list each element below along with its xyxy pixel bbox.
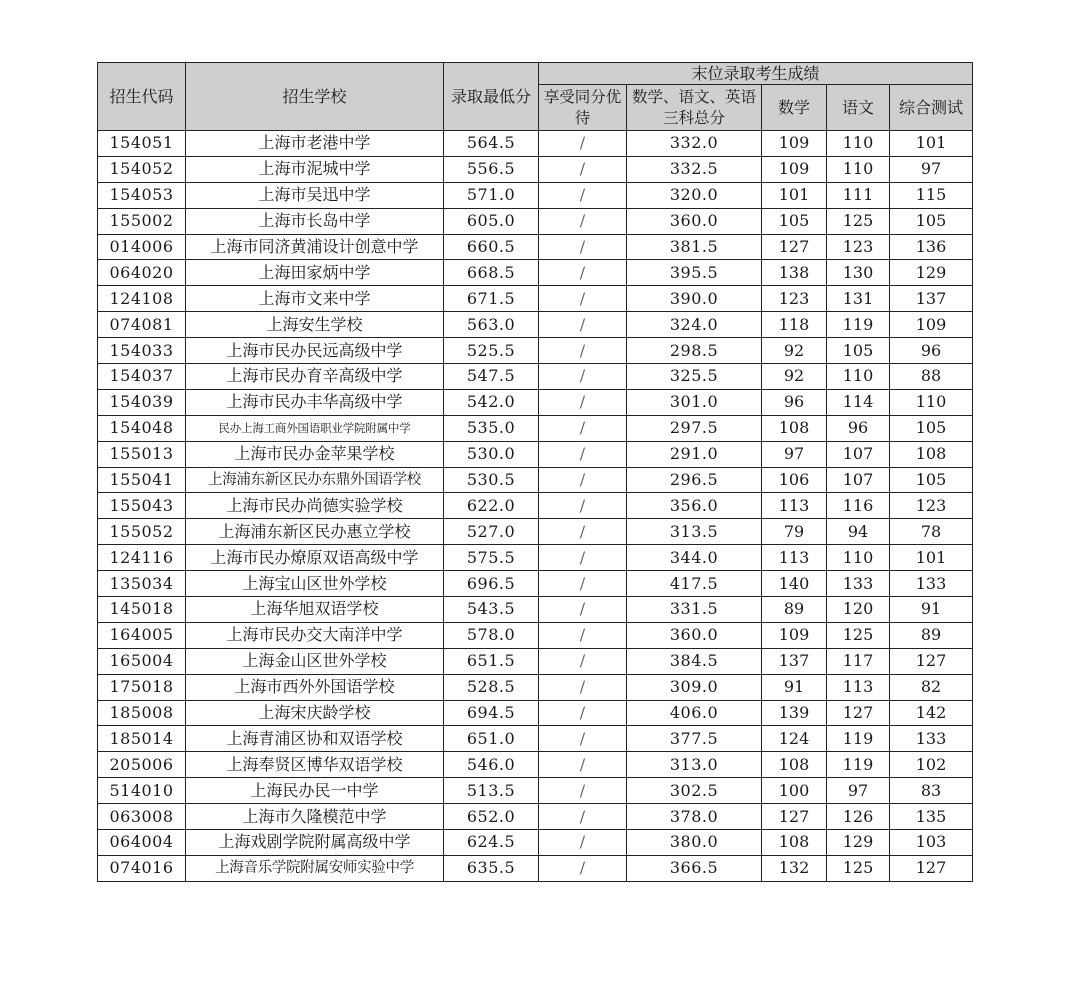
cell-school: 上海市民办尚德实验学校: [186, 493, 444, 519]
cell-min-score: 530.0: [444, 441, 539, 467]
cell-chinese: 107: [827, 441, 890, 467]
table-row: [98, 545, 973, 571]
cell-math: 123: [762, 286, 827, 312]
cell-chinese: 123: [827, 234, 890, 260]
table-header: [98, 63, 973, 131]
cell-chinese: 107: [827, 467, 890, 493]
cell-tie-priority: /: [539, 286, 627, 312]
cell-school: 上海市吴迅中学: [186, 182, 444, 208]
table-row: [98, 493, 973, 519]
cell-math: 139: [762, 700, 827, 726]
cell-tie-priority: /: [539, 622, 627, 648]
cell-min-score: 513.5: [444, 778, 539, 804]
cell-code: 155013: [98, 441, 186, 467]
table-row: [98, 700, 973, 726]
cell-school: 上海市民办丰华高级中学: [186, 389, 444, 415]
table-row: [98, 182, 973, 208]
header-school: 招生学校: [186, 63, 444, 131]
cell-chinese: 126: [827, 804, 890, 830]
table-body: [98, 131, 973, 882]
cell-three-subject-total: 332.0: [627, 131, 762, 157]
cell-three-subject-total: 378.0: [627, 804, 762, 830]
header-min-score: 录取最低分: [444, 63, 539, 131]
cell-math: 127: [762, 234, 827, 260]
cell-chinese: 125: [827, 208, 890, 234]
cell-tie-priority: /: [539, 493, 627, 519]
table-row: [98, 571, 973, 597]
cell-code: 154033: [98, 338, 186, 364]
cell-tie-priority: /: [539, 545, 627, 571]
cell-math: 108: [762, 752, 827, 778]
cell-math: 89: [762, 597, 827, 623]
cell-comprehensive: 101: [890, 545, 973, 571]
cell-math: 132: [762, 855, 827, 881]
cell-chinese: 119: [827, 752, 890, 778]
cell-tie-priority: /: [539, 855, 627, 881]
cell-math: 113: [762, 493, 827, 519]
cell-school: 上海市同济黄浦设计创意中学: [186, 234, 444, 260]
cell-min-score: 694.5: [444, 700, 539, 726]
cell-math: 108: [762, 830, 827, 856]
table-row: [98, 519, 973, 545]
cell-three-subject-total: 302.5: [627, 778, 762, 804]
table-row: [98, 415, 973, 441]
cell-code: 154051: [98, 131, 186, 157]
cell-math: 91: [762, 674, 827, 700]
cell-comprehensive: 108: [890, 441, 973, 467]
table-row: [98, 752, 973, 778]
table-row: [98, 674, 973, 700]
cell-min-score: 547.5: [444, 364, 539, 390]
cell-school: 上海宋庆龄学校: [186, 700, 444, 726]
cell-school: 上海奉贤区博华双语学校: [186, 752, 444, 778]
table-row: [98, 208, 973, 234]
cell-min-score: 542.0: [444, 389, 539, 415]
table-row: [98, 389, 973, 415]
cell-comprehensive: 136: [890, 234, 973, 260]
cell-tie-priority: /: [539, 389, 627, 415]
table-row: [98, 234, 973, 260]
cell-math: 105: [762, 208, 827, 234]
cell-chinese: 117: [827, 648, 890, 674]
admission-score-table: [97, 62, 973, 882]
cell-chinese: 96: [827, 415, 890, 441]
cell-code: 154053: [98, 182, 186, 208]
cell-min-score: 530.5: [444, 467, 539, 493]
cell-comprehensive: 105: [890, 415, 973, 441]
cell-tie-priority: /: [539, 571, 627, 597]
table-row: [98, 286, 973, 312]
cell-comprehensive: 115: [890, 182, 973, 208]
cell-three-subject-total: 395.5: [627, 260, 762, 286]
cell-code: 014006: [98, 234, 186, 260]
cell-code: 155052: [98, 519, 186, 545]
cell-math: 96: [762, 389, 827, 415]
cell-tie-priority: /: [539, 338, 627, 364]
cell-school: 上海市久隆模范中学: [186, 804, 444, 830]
cell-tie-priority: /: [539, 234, 627, 260]
cell-min-score: 660.5: [444, 234, 539, 260]
cell-comprehensive: 102: [890, 752, 973, 778]
cell-school: 上海青浦区协和双语学校: [186, 726, 444, 752]
table-row: [98, 131, 973, 157]
cell-chinese: 120: [827, 597, 890, 623]
cell-tie-priority: /: [539, 260, 627, 286]
cell-three-subject-total: 301.0: [627, 389, 762, 415]
cell-tie-priority: /: [539, 519, 627, 545]
cell-three-subject-total: 298.5: [627, 338, 762, 364]
cell-code: 074081: [98, 312, 186, 338]
cell-math: 101: [762, 182, 827, 208]
cell-code: 185008: [98, 700, 186, 726]
cell-chinese: 94: [827, 519, 890, 545]
cell-tie-priority: /: [539, 752, 627, 778]
cell-min-score: 671.5: [444, 286, 539, 312]
cell-school: 上海市泥城中学: [186, 156, 444, 182]
header-comprehensive: 综合测试: [890, 85, 973, 131]
cell-code: 164005: [98, 622, 186, 648]
cell-comprehensive: 129: [890, 260, 973, 286]
cell-chinese: 130: [827, 260, 890, 286]
cell-chinese: 97: [827, 778, 890, 804]
cell-three-subject-total: 344.0: [627, 545, 762, 571]
cell-three-subject-total: 366.5: [627, 855, 762, 881]
cell-tie-priority: /: [539, 364, 627, 390]
table-row: [98, 648, 973, 674]
cell-chinese: 110: [827, 156, 890, 182]
cell-code: 514010: [98, 778, 186, 804]
cell-min-score: 622.0: [444, 493, 539, 519]
cell-min-score: 528.5: [444, 674, 539, 700]
cell-comprehensive: 123: [890, 493, 973, 519]
cell-three-subject-total: 332.5: [627, 156, 762, 182]
table-row: [98, 597, 973, 623]
table-row: [98, 312, 973, 338]
cell-comprehensive: 97: [890, 156, 973, 182]
table-row: [98, 467, 973, 493]
cell-code: 155043: [98, 493, 186, 519]
cell-chinese: 110: [827, 545, 890, 571]
cell-min-score: 535.0: [444, 415, 539, 441]
cell-three-subject-total: 309.0: [627, 674, 762, 700]
cell-three-subject-total: 377.5: [627, 726, 762, 752]
cell-tie-priority: /: [539, 830, 627, 856]
cell-code: 124108: [98, 286, 186, 312]
cell-tie-priority: /: [539, 156, 627, 182]
cell-math: 79: [762, 519, 827, 545]
cell-code: 063008: [98, 804, 186, 830]
cell-chinese: 119: [827, 312, 890, 338]
cell-comprehensive: 127: [890, 855, 973, 881]
cell-min-score: 564.5: [444, 131, 539, 157]
cell-min-score: 578.0: [444, 622, 539, 648]
table-row: [98, 622, 973, 648]
cell-code: 074016: [98, 855, 186, 881]
cell-school: 上海市西外外国语学校: [186, 674, 444, 700]
cell-chinese: 133: [827, 571, 890, 597]
cell-school: 上海田家炳中学: [186, 260, 444, 286]
cell-tie-priority: /: [539, 648, 627, 674]
cell-school: 上海市民办民远高级中学: [186, 338, 444, 364]
cell-min-score: 624.5: [444, 830, 539, 856]
cell-school: 上海戏剧学院附属高级中学: [186, 830, 444, 856]
cell-min-score: 543.5: [444, 597, 539, 623]
cell-math: 100: [762, 778, 827, 804]
cell-school: 上海市民办燎原双语高级中学: [186, 545, 444, 571]
cell-tie-priority: /: [539, 700, 627, 726]
table-row: [98, 156, 973, 182]
table-row: [98, 804, 973, 830]
cell-school: 上海市老港中学: [186, 131, 444, 157]
cell-school: 上海华旭双语学校: [186, 597, 444, 623]
cell-school: 上海市民办交大南洋中学: [186, 622, 444, 648]
cell-math: 113: [762, 545, 827, 571]
cell-code: 145018: [98, 597, 186, 623]
header-three-subject-total: 数学、语文、英语三科总分: [627, 85, 762, 131]
cell-three-subject-total: 384.5: [627, 648, 762, 674]
cell-comprehensive: 110: [890, 389, 973, 415]
cell-math: 124: [762, 726, 827, 752]
cell-comprehensive: 142: [890, 700, 973, 726]
cell-chinese: 114: [827, 389, 890, 415]
cell-comprehensive: 89: [890, 622, 973, 648]
cell-school: 上海浦东新区民办惠立学校: [186, 519, 444, 545]
cell-chinese: 110: [827, 131, 890, 157]
cell-three-subject-total: 297.5: [627, 415, 762, 441]
table-row: [98, 726, 973, 752]
cell-three-subject-total: 390.0: [627, 286, 762, 312]
cell-min-score: 605.0: [444, 208, 539, 234]
cell-min-score: 651.0: [444, 726, 539, 752]
cell-math: 109: [762, 622, 827, 648]
cell-min-score: 575.5: [444, 545, 539, 571]
cell-three-subject-total: 380.0: [627, 830, 762, 856]
cell-math: 140: [762, 571, 827, 597]
cell-three-subject-total: 356.0: [627, 493, 762, 519]
cell-min-score: 696.5: [444, 571, 539, 597]
cell-tie-priority: /: [539, 441, 627, 467]
cell-chinese: 105: [827, 338, 890, 364]
table-row: [98, 778, 973, 804]
cell-comprehensive: 137: [890, 286, 973, 312]
cell-code: 064004: [98, 830, 186, 856]
header-math: 数学: [762, 85, 827, 131]
cell-school: 上海市长岛中学: [186, 208, 444, 234]
cell-code: 154039: [98, 389, 186, 415]
cell-comprehensive: 78: [890, 519, 973, 545]
cell-chinese: 129: [827, 830, 890, 856]
cell-chinese: 125: [827, 855, 890, 881]
cell-comprehensive: 109: [890, 312, 973, 338]
cell-chinese: 131: [827, 286, 890, 312]
cell-comprehensive: 83: [890, 778, 973, 804]
cell-math: 109: [762, 131, 827, 157]
cell-math: 106: [762, 467, 827, 493]
cell-code: 064020: [98, 260, 186, 286]
cell-tie-priority: /: [539, 726, 627, 752]
cell-comprehensive: 127: [890, 648, 973, 674]
cell-math: 108: [762, 415, 827, 441]
cell-math: 138: [762, 260, 827, 286]
header-code: 招生代码: [98, 63, 186, 131]
cell-school: 上海宝山区世外学校: [186, 571, 444, 597]
cell-code: 175018: [98, 674, 186, 700]
cell-min-score: 563.0: [444, 312, 539, 338]
header-chinese: 语文: [827, 85, 890, 131]
cell-three-subject-total: 313.5: [627, 519, 762, 545]
cell-three-subject-total: 296.5: [627, 467, 762, 493]
table-row: [98, 855, 973, 881]
cell-chinese: 111: [827, 182, 890, 208]
cell-comprehensive: 103: [890, 830, 973, 856]
cell-tie-priority: /: [539, 415, 627, 441]
cell-school: 上海市民办金苹果学校: [186, 441, 444, 467]
cell-three-subject-total: 320.0: [627, 182, 762, 208]
cell-min-score: 652.0: [444, 804, 539, 830]
cell-code: 154052: [98, 156, 186, 182]
cell-code: 154048: [98, 415, 186, 441]
cell-comprehensive: 105: [890, 208, 973, 234]
cell-three-subject-total: 360.0: [627, 622, 762, 648]
cell-comprehensive: 88: [890, 364, 973, 390]
header-last-admitted-scores: 末位录取考生成绩: [539, 63, 973, 85]
cell-code: 154037: [98, 364, 186, 390]
cell-tie-priority: /: [539, 674, 627, 700]
cell-chinese: 119: [827, 726, 890, 752]
table-row: [98, 338, 973, 364]
cell-min-score: 546.0: [444, 752, 539, 778]
cell-chinese: 127: [827, 700, 890, 726]
cell-code: 165004: [98, 648, 186, 674]
cell-chinese: 116: [827, 493, 890, 519]
cell-min-score: 525.5: [444, 338, 539, 364]
cell-min-score: 571.0: [444, 182, 539, 208]
cell-school: 上海市民办育辛高级中学: [186, 364, 444, 390]
cell-math: 92: [762, 338, 827, 364]
cell-min-score: 556.5: [444, 156, 539, 182]
cell-code: 205006: [98, 752, 186, 778]
cell-math: 118: [762, 312, 827, 338]
cell-three-subject-total: 417.5: [627, 571, 762, 597]
cell-tie-priority: /: [539, 597, 627, 623]
cell-tie-priority: /: [539, 208, 627, 234]
cell-tie-priority: /: [539, 131, 627, 157]
table-row: [98, 364, 973, 390]
cell-school: 上海音乐学院附属安师实验中学: [186, 855, 444, 881]
cell-chinese: 113: [827, 674, 890, 700]
cell-tie-priority: /: [539, 182, 627, 208]
cell-code: 155041: [98, 467, 186, 493]
cell-tie-priority: /: [539, 467, 627, 493]
cell-code: 135034: [98, 571, 186, 597]
header-tie-priority: 享受同分优待: [539, 85, 627, 131]
table-row: [98, 441, 973, 467]
cell-math: 127: [762, 804, 827, 830]
cell-tie-priority: /: [539, 312, 627, 338]
cell-math: 97: [762, 441, 827, 467]
cell-comprehensive: 82: [890, 674, 973, 700]
cell-school: 上海浦东新区民办东鼎外国语学校: [186, 467, 444, 493]
cell-math: 109: [762, 156, 827, 182]
cell-min-score: 635.5: [444, 855, 539, 881]
table-row: [98, 260, 973, 286]
cell-min-score: 668.5: [444, 260, 539, 286]
cell-comprehensive: 105: [890, 467, 973, 493]
cell-comprehensive: 91: [890, 597, 973, 623]
cell-tie-priority: /: [539, 778, 627, 804]
cell-math: 92: [762, 364, 827, 390]
cell-school: 上海安生学校: [186, 312, 444, 338]
cell-tie-priority: /: [539, 804, 627, 830]
cell-comprehensive: 101: [890, 131, 973, 157]
cell-school: 上海民办民一中学: [186, 778, 444, 804]
cell-min-score: 651.5: [444, 648, 539, 674]
cell-three-subject-total: 291.0: [627, 441, 762, 467]
cell-code: 124116: [98, 545, 186, 571]
cell-comprehensive: 135: [890, 804, 973, 830]
cell-comprehensive: 133: [890, 726, 973, 752]
cell-school: 上海市文来中学: [186, 286, 444, 312]
cell-chinese: 110: [827, 364, 890, 390]
cell-three-subject-total: 406.0: [627, 700, 762, 726]
cell-school: 上海金山区世外学校: [186, 648, 444, 674]
cell-math: 137: [762, 648, 827, 674]
table-row: [98, 830, 973, 856]
cell-three-subject-total: 324.0: [627, 312, 762, 338]
cell-chinese: 125: [827, 622, 890, 648]
cell-three-subject-total: 325.5: [627, 364, 762, 390]
cell-three-subject-total: 331.5: [627, 597, 762, 623]
cell-code: 185014: [98, 726, 186, 752]
cell-comprehensive: 133: [890, 571, 973, 597]
cell-three-subject-total: 313.0: [627, 752, 762, 778]
cell-school: 民办上海工商外国语职业学院附属中学: [186, 415, 444, 441]
cell-three-subject-total: 381.5: [627, 234, 762, 260]
cell-min-score: 527.0: [444, 519, 539, 545]
cell-comprehensive: 96: [890, 338, 973, 364]
cell-three-subject-total: 360.0: [627, 208, 762, 234]
cell-code: 155002: [98, 208, 186, 234]
